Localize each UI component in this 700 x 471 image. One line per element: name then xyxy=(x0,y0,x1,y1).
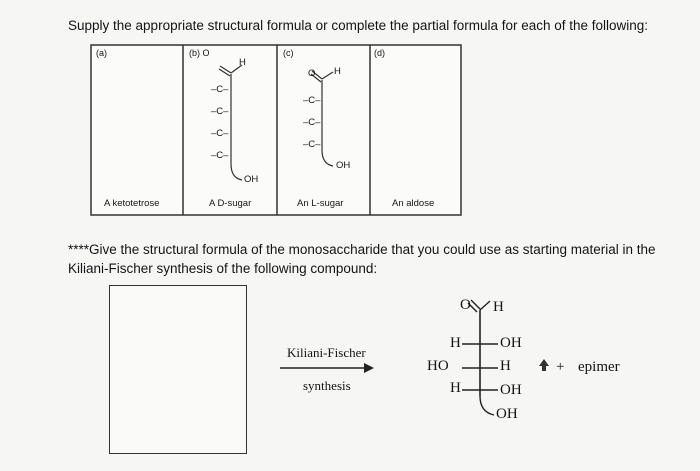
cell-b-tag: (b) O xyxy=(189,48,210,58)
question-2-text: ****Give the structural formula of the monosaccharide that you could use as starting material in the Kiliani-Fischer synthesis of the following compound: xyxy=(68,242,656,276)
cell-a-tag: (a) xyxy=(96,48,107,58)
b-carbon-3: –C– xyxy=(211,128,229,139)
structure-table xyxy=(90,44,466,218)
cell-d-name: An aldose xyxy=(392,198,435,209)
cursor-icon xyxy=(538,358,550,372)
b-oh: OH xyxy=(244,174,259,185)
cell-a-name: A ketotetrose xyxy=(104,198,160,209)
b-carbon-1: –C– xyxy=(211,84,229,95)
c-o: O xyxy=(308,68,316,79)
fischer-bottom-oh: OH xyxy=(496,406,518,422)
b-aldehyde-h: H xyxy=(239,57,246,68)
c-carbon-2: –C– xyxy=(303,117,321,128)
c-carbon-3: –C– xyxy=(303,139,321,150)
fischer-row3-left: H xyxy=(450,380,461,396)
cell-c-name: An L-sugar xyxy=(297,198,344,209)
plus-sign: + xyxy=(556,359,565,375)
b-carbon-2: –C– xyxy=(211,106,229,117)
c-oh: OH xyxy=(336,160,351,171)
c-h: H xyxy=(334,66,341,77)
fischer-row2-left: HO xyxy=(427,358,449,374)
cell-c-tag: (c) xyxy=(283,48,294,58)
cell-b-name: A D-sugar xyxy=(209,198,252,209)
reaction-line-1: Kiliani-Fischer xyxy=(287,345,366,360)
fischer-top-o: O xyxy=(460,297,471,313)
answer-box[interactable] xyxy=(109,285,247,454)
c-carbon-1: –C– xyxy=(303,95,321,106)
fischer-row1-left: H xyxy=(450,335,461,351)
fischer-row2-right: H xyxy=(500,358,511,374)
reaction-line-2: synthesis xyxy=(303,378,351,393)
question-1-text: Supply the appropriate structural formula or complete the partial formula for each of the following: xyxy=(68,18,649,33)
epimer-label: epimer xyxy=(578,359,620,375)
fischer-top-h: H xyxy=(493,299,504,315)
reaction-arrow xyxy=(278,360,378,376)
cell-d-tag: (d) xyxy=(374,48,385,58)
b-carbon-4: –C– xyxy=(211,150,229,161)
question-2-stars: **** xyxy=(68,242,90,257)
fischer-row1-right: OH xyxy=(500,335,522,351)
fischer-row3-right: OH xyxy=(500,382,522,398)
